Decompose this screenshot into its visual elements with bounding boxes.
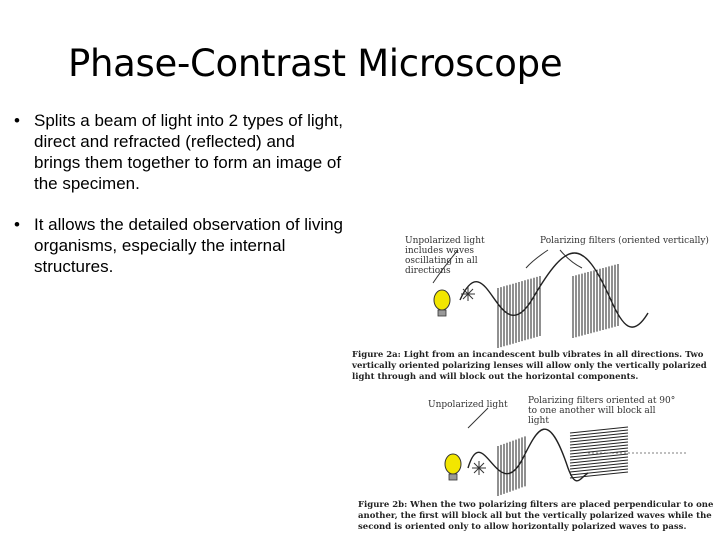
bullet-item: [14, 214, 344, 277]
label-unpolarized-top: Unpolarized light includes waves oscillating in all directions: [405, 236, 485, 276]
light-bulb-icon: [434, 290, 450, 316]
polarization-figure: [348, 228, 718, 536]
label-arrow: [560, 250, 582, 268]
bullet-text: It allows the detailed observation of living organisms, especially the internal structures.: [34, 215, 344, 276]
label-filter-top: Polarizing filters (oriented vertically): [540, 236, 709, 246]
label-filter-bottom: Polarizing filters oriented at 90° to one another will block all light: [528, 396, 676, 426]
caption-figure-2b: Figure 2b: When the two polarizing filters are placed perpendicular to one another, the first will block all but the vertically polarized waves while the second is oriented only to allow horizontally polarized waves to pass.: [358, 500, 714, 532]
light-wave-bottom: [468, 429, 588, 481]
bullet-mark: •: [14, 111, 20, 130]
slide-title: Phase-Contrast Microscope: [68, 42, 563, 85]
label-unpolarized-bottom: Unpolarized light: [428, 400, 508, 410]
polarizing-filter-vertical: [498, 436, 525, 496]
label-arrow: [468, 408, 488, 428]
bullet-item: [14, 110, 344, 194]
polarizing-filter-horizontal: [570, 427, 628, 478]
multi-direction-arrows-icon: [472, 461, 486, 475]
caption-figure-2a: Figure 2a: Light from an incandescent bulb vibrates in all directions. Two vertically oriented polarizing lenses will allow only the vertically polarized light through and will block out the horizontal components.: [352, 350, 707, 382]
light-bulb-icon: [445, 454, 461, 480]
label-arrow: [526, 250, 548, 268]
bullet-list: [14, 110, 344, 297]
bullet-mark: •: [14, 215, 20, 234]
bullet-text: Splits a beam of light into 2 types of light, direct and refracted (reflected) and brings them together to form an image of the specimen.: [34, 111, 344, 193]
polarizing-filter-vertical: [498, 276, 540, 348]
multi-direction-arrows-icon: [461, 287, 475, 301]
